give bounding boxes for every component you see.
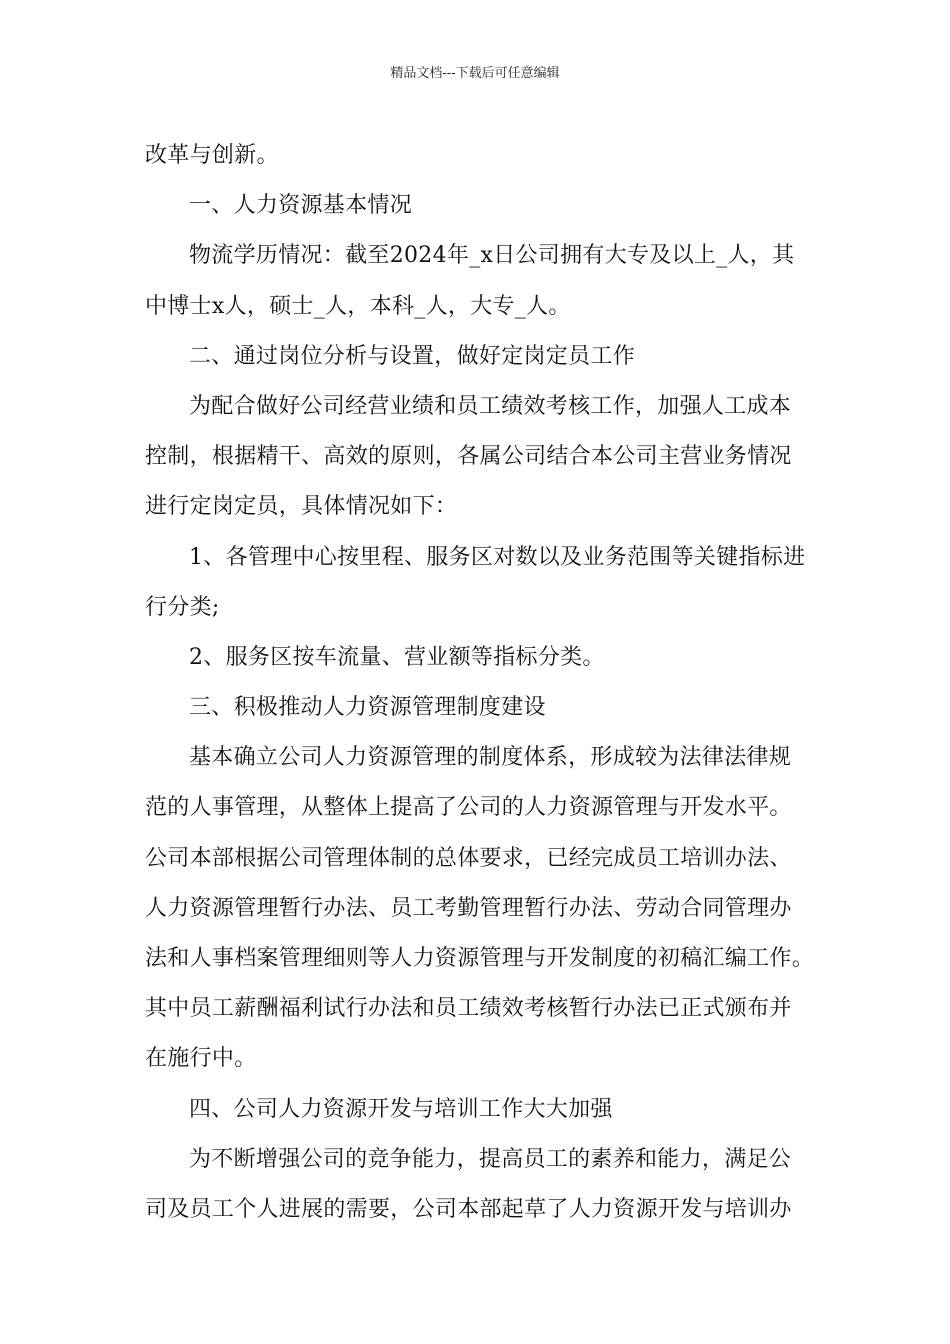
section-heading: 三、积极推动人力资源管理制度建设 bbox=[189, 695, 546, 721]
text-line: 法和人事档案管理细则等人力资源管理与开发制度的初稿汇编工作。 bbox=[145, 946, 815, 971]
section-heading: 二、通过岗位分析与设置，做好定岗定员工作 bbox=[189, 343, 636, 369]
text-line: 行分类; bbox=[145, 594, 220, 620]
text-line: 公司本部根据公司管理体制的总体要求，已经完成员工培训办法、 bbox=[145, 845, 792, 871]
text-line: 其中员工薪酬福利试行办法和员工绩效考核暂行办法已正式颁布并 bbox=[145, 996, 792, 1022]
document-body bbox=[145, 131, 821, 1235]
text-line: 进行定岗定员，具体情况如下： bbox=[145, 494, 458, 520]
text-line: 为配合做好公司经营业绩和员工绩效考核工作，加强人工成本 bbox=[189, 393, 792, 419]
text-line: 人力资源管理暂行办法、员工考勤管理暂行办法、劳动合同管理办 bbox=[145, 895, 792, 921]
text-line: 基本确立公司人力资源管理的制度体系，形成较为法律法律规 bbox=[189, 745, 792, 771]
page-header: 精品文档---下载后可任意编辑 bbox=[390, 66, 560, 81]
section-heading: 一、人力资源基本情况 bbox=[189, 193, 413, 219]
text-line: 司及员工个人进展的需要，公司本部起草了人力资源开发与培训办 bbox=[145, 1196, 792, 1222]
text-line: 中博士x人，硕士_人，本科_人，大专_人。 bbox=[145, 293, 571, 319]
list-item: 2、服务区按车流量、营业额等指标分类。 bbox=[189, 644, 605, 670]
section-heading: 四、公司人力资源开发与培训工作大大加强 bbox=[189, 1096, 613, 1122]
text-line: 控制，根据精干、高效的原则，各属公司结合本公司主营业务情况 bbox=[145, 444, 792, 470]
text-line: 物流学历情况：截至2024年_x日公司拥有大专及以上_人，其 bbox=[189, 243, 795, 269]
list-item: 1、各管理中心按里程、服务区对数以及业务范围等关键指标进 bbox=[189, 544, 806, 570]
text-line: 改革与创新。 bbox=[145, 143, 279, 168]
text-line: 在施行中。 bbox=[145, 1046, 257, 1072]
text-line: 范的人事管理，从整体上提高了公司的人力资源管理与开发水平。 bbox=[145, 795, 792, 821]
text-line: 为不断增强公司的竞争能力，提高员工的素养和能力，满足公 bbox=[189, 1146, 792, 1172]
